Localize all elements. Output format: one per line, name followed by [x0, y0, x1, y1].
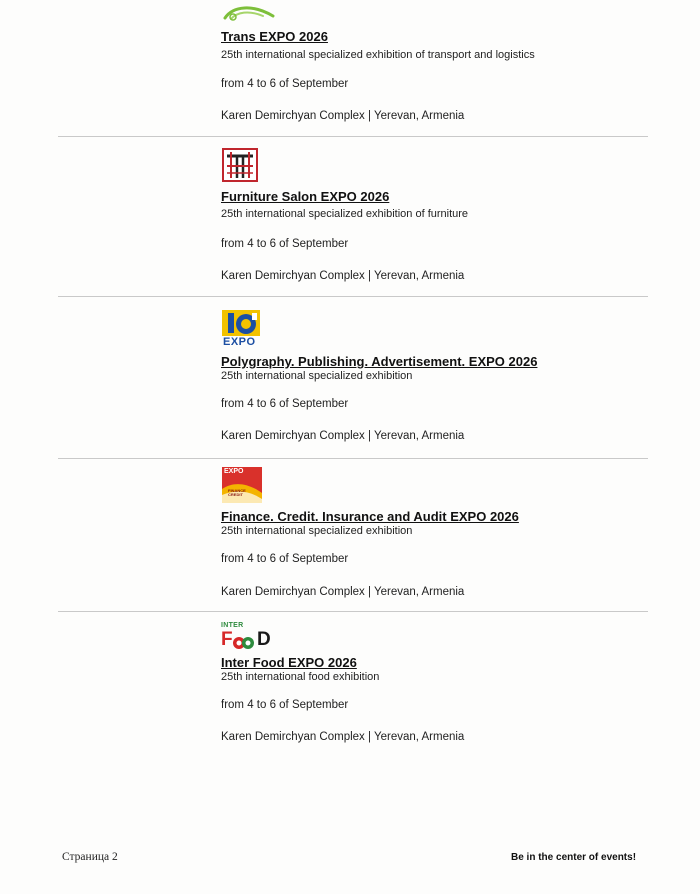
event-title: Polygraphy. Publishing. Advertisement. EXPO 2026 — [221, 354, 538, 369]
interfood-logo — [221, 622, 281, 652]
event-description: 25th international specialized exhibition of transport and logistics — [221, 49, 535, 61]
event-dates: from 4 to 6 of September — [221, 699, 349, 711]
footer-slogan: Be in the center of events! — [511, 852, 637, 863]
event-venue: Karen Demirchyan Complex | Yerevan, Armenia — [221, 270, 465, 282]
event-title: Trans EXPO 2026 — [221, 29, 328, 44]
event-dates: from 4 to 6 of September — [221, 553, 349, 565]
event-inter-food — [221, 0, 661, 760]
interfood-logo-top: INTER — [221, 622, 244, 629]
event-venue: Karen Demirchyan Complex | Yerevan, Armenia — [221, 731, 465, 743]
event-dates: from 4 to 6 of September — [221, 398, 349, 410]
event-description: 25th international specialized exhibition — [221, 525, 413, 537]
event-venue: Karen Demirchyan Complex | Yerevan, Armenia — [221, 586, 465, 598]
event-title: Furniture Salon EXPO 2026 — [221, 189, 390, 204]
finance-logo-subtext: FINANCE CREDIT — [228, 488, 246, 497]
event-description: 25th international specialized exhibition — [221, 370, 413, 382]
event-dates: from 4 to 6 of September — [221, 78, 349, 90]
page-number: Страница 2 — [62, 851, 118, 863]
event-dates: from 4 to 6 of September — [221, 238, 349, 250]
event-title: Inter Food EXPO 2026 — [221, 655, 357, 670]
event-venue: Karen Demirchyan Complex | Yerevan, Armenia — [221, 110, 465, 122]
event-venue: Karen Demirchyan Complex | Yerevan, Armenia — [221, 430, 465, 442]
event-description: 25th international food exhibition — [221, 671, 380, 683]
interfood-logo-d: D — [257, 629, 271, 650]
finance-logo-text: EXPO — [224, 468, 244, 475]
apple-icon — [233, 633, 255, 651]
polygraphy-logo-text: EXPO — [223, 336, 256, 348]
event-description: 25th international specialized exhibition of furniture — [221, 208, 469, 220]
interfood-logo-f: F — [221, 629, 233, 650]
event-title: Finance. Credit. Insurance and Audit EXPO 2026 — [221, 509, 519, 524]
